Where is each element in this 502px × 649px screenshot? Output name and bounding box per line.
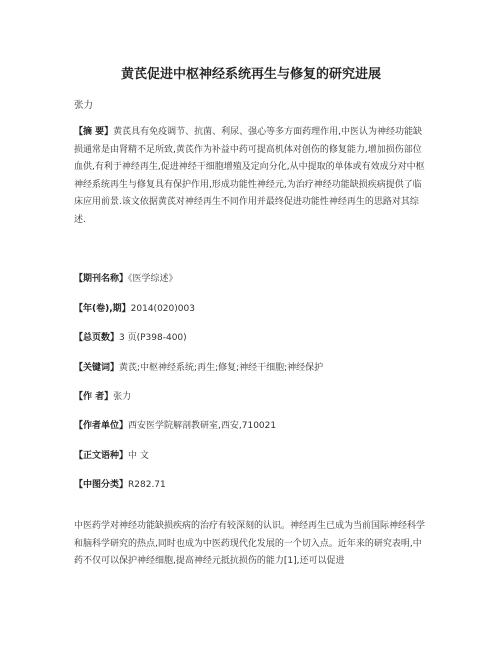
- abstract-label: 【摘 要】: [74, 127, 114, 137]
- author-name: 张力: [74, 100, 94, 111]
- field-journal: [74, 271, 178, 284]
- body-paragraph: 中医药学对神经功能缺损疾病的治疗有较深刻的认识。神经再生已成为当前国际神经科学和脑科学研究的热点,同时也成为中医药现代化发展的一个切入点。近年来的研究表明,中药不仅可以保护神经细胞,提高神经元抵抗损伤的能力[1],还可以促进: [74, 521, 426, 567]
- field-total-pages: [74, 330, 187, 343]
- field-label: 【正文语种】: [74, 451, 129, 461]
- field-value: 西安医学院解剖教研室,西安,710021: [128, 421, 277, 431]
- field-value: 张力: [113, 392, 132, 402]
- field-author: [74, 389, 131, 402]
- field-label: 【期刊名称】: [74, 274, 129, 284]
- abstract: [74, 124, 430, 230]
- field-label: 【中图分类】: [74, 480, 129, 490]
- field-label: 【作 者】: [74, 392, 114, 402]
- field-value: 2014(020)003: [130, 304, 195, 314]
- field-label: 【关键词】: [74, 363, 120, 373]
- field-value: 黄芪;中枢神经系统;再生;修复;神经干细胞;神经保护: [119, 363, 324, 373]
- field-value: R282.71: [128, 480, 166, 490]
- field-classification: [74, 477, 166, 490]
- field-language: [74, 448, 149, 461]
- abstract-text: 黄芪具有免疫调节、抗菌、利尿、强心等多方面药理作用,中医认为神经功能缺损通常是由肾精不足所致,黄芪作为补益中药可提高机体对创伤的修复能力,增加损伤部位血供,有利于神经再生,促进神经干细胞增殖及定向分化,从中提取的单体或有效成分对中枢神经系统再生与修复具有保护作用,形成功能性神经元,为治疗神经功能缺损疾病提供了临床应用前景.该文依据黄芪对神经再生不同作用并最终促进功能性神经再生的思路对其综述.: [74, 127, 425, 225]
- field-value: 《医学综述》: [128, 274, 178, 284]
- field-label: 【总页数】: [74, 333, 120, 343]
- article-title: 黄芪促进中枢神经系统再生与修复的研究进展: [120, 67, 381, 82]
- field-value: 3 页(P398-400): [119, 333, 187, 343]
- field-keywords: [74, 360, 323, 373]
- field-label: 【作者单位】: [74, 421, 129, 431]
- field-label: 【年(卷),期】: [74, 304, 131, 314]
- field-value: 中 文: [128, 451, 149, 461]
- field-year-volume-issue: [74, 301, 195, 314]
- field-author-affiliation: [74, 418, 276, 431]
